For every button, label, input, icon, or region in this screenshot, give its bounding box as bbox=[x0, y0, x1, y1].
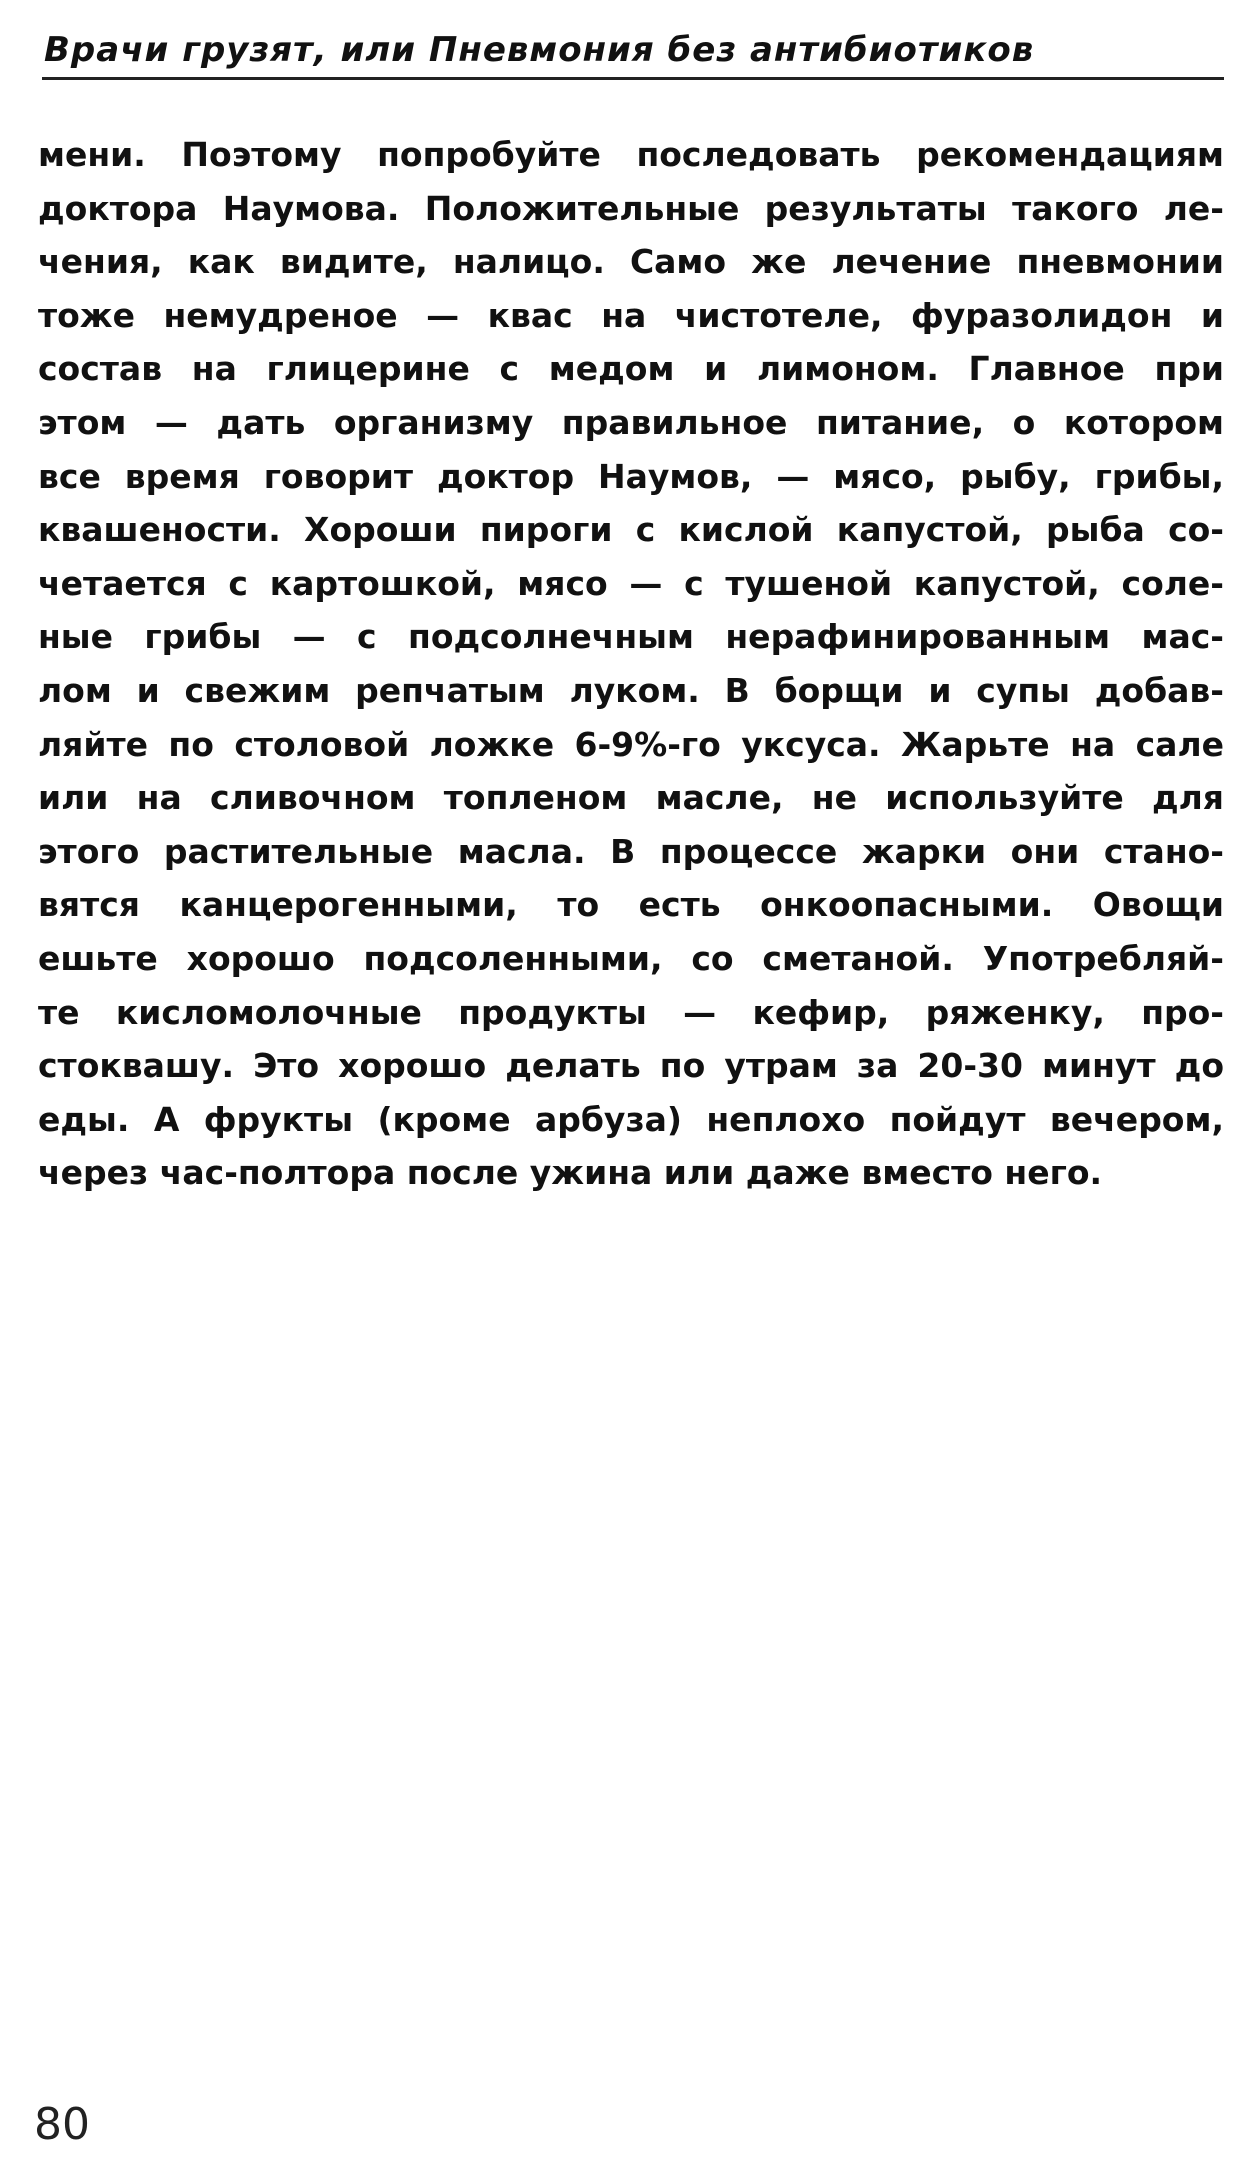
text-line: еды. А фрукты (кроме арбуза) неплохо пойдут вечером, bbox=[38, 1099, 1224, 1139]
text-line: вятся канцерогенными, то есть онкоопасными. Овощи bbox=[38, 885, 1224, 925]
text-line: чения, как видите, налицо. Само же лечение пневмонии bbox=[38, 242, 1224, 282]
header-rule bbox=[42, 77, 1224, 80]
text-line: ляйте по столовой ложке 6-9%-го уксуса. Жарьте на сале bbox=[38, 724, 1224, 764]
text-line: квашености. Хороши пироги с кислой капустой, рыба со- bbox=[38, 510, 1224, 550]
text-line: состав на глицерине с медом и лимоном. Главное при bbox=[38, 349, 1224, 389]
text-line: лом и свежим репчатым луком. В борщи и супы добав- bbox=[38, 670, 1224, 710]
text-line: этого растительные масла. В процессе жарки они стано- bbox=[38, 831, 1224, 871]
text-line: стоквашу. Это хорошо делать по утрам за 20-30 минут до bbox=[38, 1046, 1224, 1086]
body-text bbox=[38, 128, 1224, 1200]
text-line: ные грибы — с подсолнечным нерафинированным мас- bbox=[38, 617, 1224, 657]
text-line: этом — дать организму правильное питание, о котором bbox=[38, 402, 1224, 442]
text-line: доктора Наумова. Положительные результаты такого ле- bbox=[38, 188, 1224, 228]
text-line: четается с картошкой, мясо — с тушеной капустой, соле- bbox=[38, 563, 1224, 603]
text-line: все время говорит доктор Наумов, — мясо, рыбу, грибы, bbox=[38, 456, 1224, 496]
text-line: через час-полтора после ужина или даже вместо него. bbox=[38, 1153, 1103, 1193]
running-header: Врачи грузят, или Пневмония без антибиотиков bbox=[44, 30, 1035, 70]
text-line: те кисломолочные продукты — кефир, ряженку, про- bbox=[38, 992, 1224, 1032]
text-line: или на сливочном топленом масле, не используйте для bbox=[38, 778, 1224, 818]
text-line: тоже немудреное — квас на чистотеле, фуразолидон и bbox=[38, 295, 1224, 335]
text-line: мени. Поэтому попробуйте последовать рекомендациям bbox=[38, 135, 1224, 174]
text-line: ешьте хорошо подсоленными, со сметаной. Употребляй- bbox=[38, 938, 1224, 978]
page-number: 80 bbox=[34, 2099, 90, 2150]
